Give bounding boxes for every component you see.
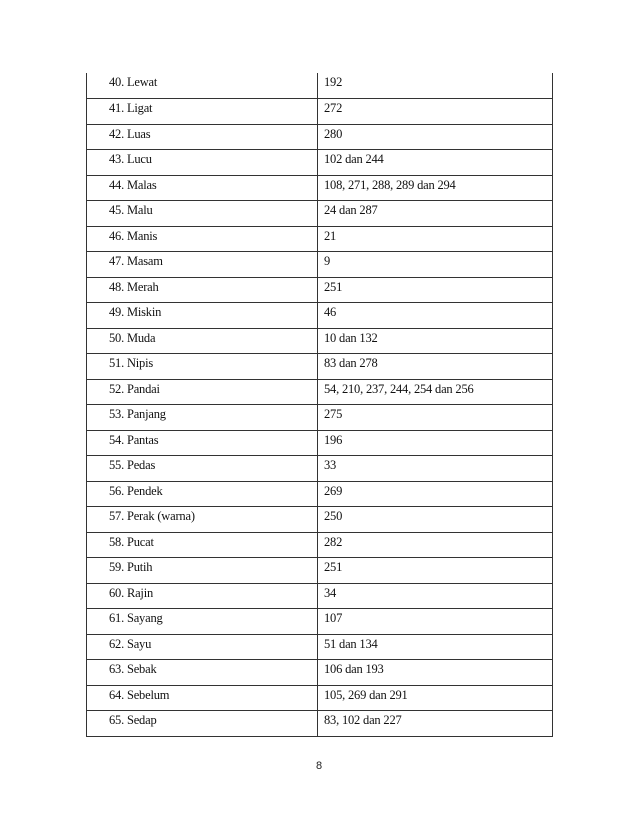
page-references-cell: 83, 102 dan 227: [318, 711, 553, 737]
word-cell: 63. Sebak: [87, 660, 318, 686]
word-cell: 60. Rajin: [87, 583, 318, 609]
word-cell: 50. Muda: [87, 328, 318, 354]
word-index-table: [86, 73, 553, 737]
word-cell: 55. Pedas: [87, 456, 318, 482]
table-row: [87, 303, 553, 329]
page-references-cell: 251: [318, 277, 553, 303]
table-row: [87, 685, 553, 711]
page-references-cell: 33: [318, 456, 553, 482]
page-references-cell: 24 dan 287: [318, 201, 553, 227]
page-references-cell: 280: [318, 124, 553, 150]
table-row: [87, 328, 553, 354]
word-cell: 49. Miskin: [87, 303, 318, 329]
word-cell: 58. Pucat: [87, 532, 318, 558]
page-references-cell: 10 dan 132: [318, 328, 553, 354]
page-references-cell: 269: [318, 481, 553, 507]
word-cell: 65. Sedap: [87, 711, 318, 737]
table-row: [87, 354, 553, 380]
table-row: [87, 124, 553, 150]
table-row: [87, 456, 553, 482]
page-references-cell: 51 dan 134: [318, 634, 553, 660]
word-cell: 43. Lucu: [87, 150, 318, 176]
word-cell: 57. Perak (warna): [87, 507, 318, 533]
word-cell: 40. Lewat: [87, 73, 318, 99]
word-cell: 56. Pendek: [87, 481, 318, 507]
table-row: [87, 226, 553, 252]
page-number: 8: [315, 760, 323, 772]
table-row: [87, 660, 553, 686]
word-cell: 52. Pandai: [87, 379, 318, 405]
table-row: [87, 73, 553, 99]
table-row: [87, 507, 553, 533]
page-references-cell: 275: [318, 405, 553, 431]
table-row: [87, 532, 553, 558]
page-references-cell: 106 dan 193: [318, 660, 553, 686]
table-row: [87, 379, 553, 405]
word-cell: 46. Manis: [87, 226, 318, 252]
table-row: [87, 405, 553, 431]
page-references-cell: 192: [318, 73, 553, 99]
page-references-cell: 21: [318, 226, 553, 252]
table-row: [87, 558, 553, 584]
word-cell: 48. Merah: [87, 277, 318, 303]
word-cell: 41. Ligat: [87, 99, 318, 125]
table-row: [87, 634, 553, 660]
table-row: [87, 252, 553, 278]
word-cell: 44. Malas: [87, 175, 318, 201]
page-references-cell: 34: [318, 583, 553, 609]
word-cell: 47. Masam: [87, 252, 318, 278]
word-index-table-body: [87, 73, 553, 736]
table-row: [87, 277, 553, 303]
page-references-cell: 102 dan 244: [318, 150, 553, 176]
page-references-cell: 54, 210, 237, 244, 254 dan 256: [318, 379, 553, 405]
word-cell: 61. Sayang: [87, 609, 318, 635]
page-references-cell: 107: [318, 609, 553, 635]
table-row: [87, 711, 553, 737]
word-cell: 42. Luas: [87, 124, 318, 150]
word-cell: 53. Panjang: [87, 405, 318, 431]
table-row: [87, 175, 553, 201]
table-row: [87, 201, 553, 227]
word-cell: 64. Sebelum: [87, 685, 318, 711]
table-row: [87, 583, 553, 609]
page-references-cell: 9: [318, 252, 553, 278]
table-row: [87, 150, 553, 176]
page-references-cell: 108, 271, 288, 289 dan 294: [318, 175, 553, 201]
word-cell: 51. Nipis: [87, 354, 318, 380]
table-row: [87, 609, 553, 635]
page-references-cell: 83 dan 278: [318, 354, 553, 380]
word-cell: 54. Pantas: [87, 430, 318, 456]
word-cell: 62. Sayu: [87, 634, 318, 660]
page-references-cell: 251: [318, 558, 553, 584]
page-references-cell: 250: [318, 507, 553, 533]
word-cell: 59. Putih: [87, 558, 318, 584]
page-references-cell: 46: [318, 303, 553, 329]
page-references-cell: 282: [318, 532, 553, 558]
table-row: [87, 99, 553, 125]
page-references-cell: 196: [318, 430, 553, 456]
page-references-cell: 272: [318, 99, 553, 125]
table-row: [87, 481, 553, 507]
table-row: [87, 430, 553, 456]
word-cell: 45. Malu: [87, 201, 318, 227]
page-references-cell: 105, 269 dan 291: [318, 685, 553, 711]
